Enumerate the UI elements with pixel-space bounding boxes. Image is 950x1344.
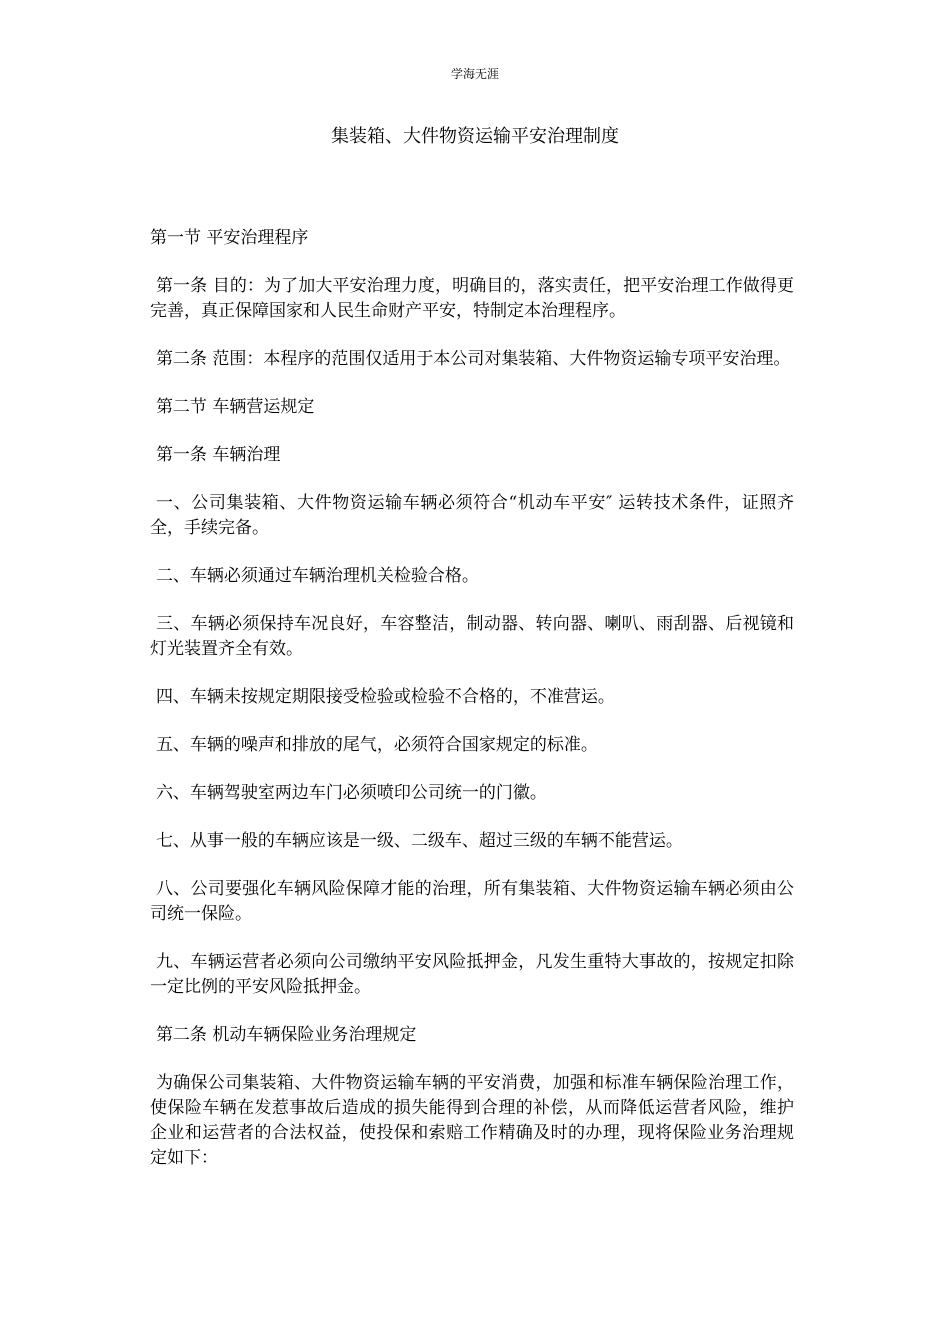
list-item-5: 五、车辆的噪声和排放的尾气，必须符合国家规定的标准。 [155, 735, 598, 755]
article-heading-vehicle-management: 第一条 车辆治理 [155, 445, 281, 465]
list-item-9: 九、车辆运营者必须向公司缴纳平安风险抵押金，凡发生重特大事故的，按规定扣除一定比例的平安风险抵押金。 [150, 952, 794, 997]
page-header: 学海无涯 [450, 67, 499, 81]
article-heading-insurance: 第二条 机动车辆保险业务治理规定 [155, 1025, 417, 1045]
section-heading-1: 第一节 平安治理程序 [150, 228, 309, 248]
list-item-8: 八、公司要强化车辆风险保障才能的治理，所有集装箱、大件物资运输车辆必须由公司统一保险。 [150, 879, 794, 924]
list-item-2: 二、车辆必须通过车辆治理机关检验合格。 [155, 566, 479, 586]
paragraph-purpose: 第一条 目的：为了加大平安治理力度，明确目的，落实责任，把平安治理工作做得更完善，真正保障国家和人民生命财产平安，特制定本治理程序。 [150, 276, 794, 321]
paragraph-insurance-intro: 为确保公司集装箱、大件物资运输车辆的平安消费，加强和标准车辆保险治理工作，使保险车辆在发惹事故后造成的损失能得到合理的补偿，从而降低运营者风险，维护企业和运营者的合法权益，使投保和索赔工作精确及时的办理，现将保险业务治理规定如下： [150, 1073, 794, 1168]
list-item-4: 四、车辆未按规定期限接受检验或检验不合格的，不准营运。 [155, 687, 615, 707]
list-item-7: 七、从事一般的车辆应该是一级、二级车、超过三级的车辆不能营运。 [155, 831, 683, 851]
list-item-3: 三、车辆必须保持车况良好，车容整洁，制动器、转向器、喇叭、雨刮器、后视镜和灯光装置齐全有效。 [150, 614, 794, 659]
paragraph-scope: 第二条 范围：本程序的范围仅适用于本公司对集装箱、大件物资运输专项平安治理。 [155, 349, 791, 369]
list-item-1: 一、公司集装箱、大件物资运输车辆必须符合“机动车平安″ 运转技术条件，证照齐全，手续完备。 [150, 493, 794, 538]
document-body [150, 226, 794, 1194]
section-heading-2: 第二节 车辆营运规定 [155, 397, 315, 417]
document-title: 集装箱、大件物资运输平安治理制度 [331, 126, 619, 147]
list-item-6: 六、车辆驾驶室两边车门必须喷印公司统一的门徽。 [155, 783, 547, 803]
